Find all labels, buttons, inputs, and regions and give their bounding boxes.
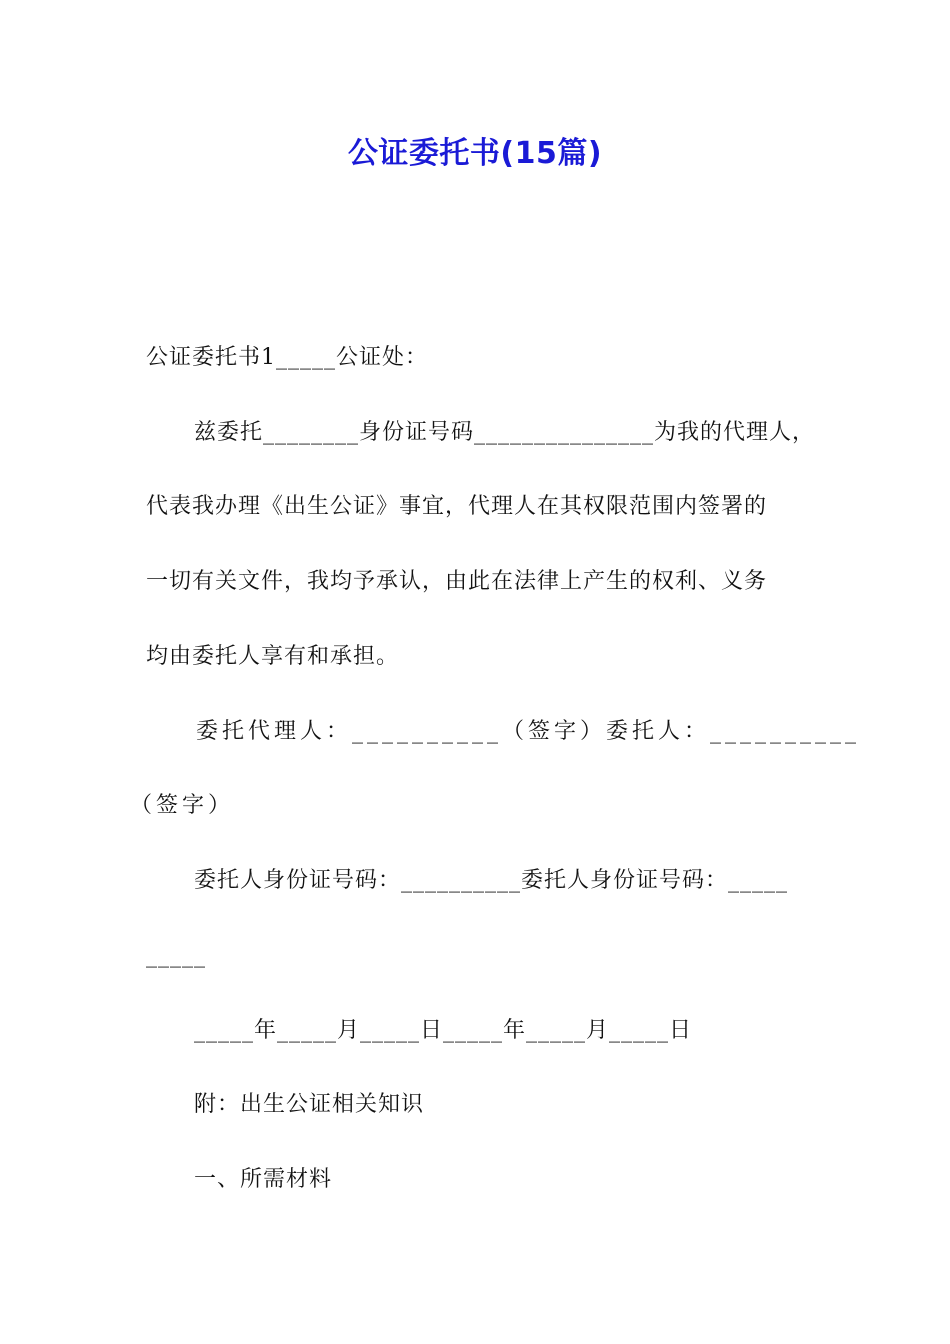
- signature-line-cont: （签字）: [130, 793, 235, 818]
- body-paragraph-line-1: 兹委托________身份证号码_______________为我的代理人，: [194, 420, 816, 445]
- body-paragraph-line-3: 一切有关文件，我均予承认，由此在法律上产生的权利、义务: [146, 569, 768, 594]
- addressee-line: 公证委托书1_____公证处：: [146, 345, 428, 370]
- document-title: 公证委托书(15篇): [347, 136, 603, 171]
- id-number-line: 委托人身份证号码：__________委托人身份证号码：_____: [194, 868, 789, 893]
- signature-line: 委托代理人：__________（签字）委托人：__________: [196, 719, 861, 744]
- body-paragraph-line-4: 均由委托人享有和承担。: [146, 644, 400, 669]
- id-number-line-cont: _____: [146, 943, 206, 968]
- section-heading: 一、所需材料: [194, 1167, 333, 1192]
- date-line: _____年_____月_____日_____年_____月_____日: [194, 1018, 693, 1043]
- appendix-heading: 附：出生公证相关知识: [194, 1092, 425, 1117]
- body-paragraph-line-2: 代表我办理《出生公证》事宜，代理人在其权限范围内签署的: [146, 494, 768, 519]
